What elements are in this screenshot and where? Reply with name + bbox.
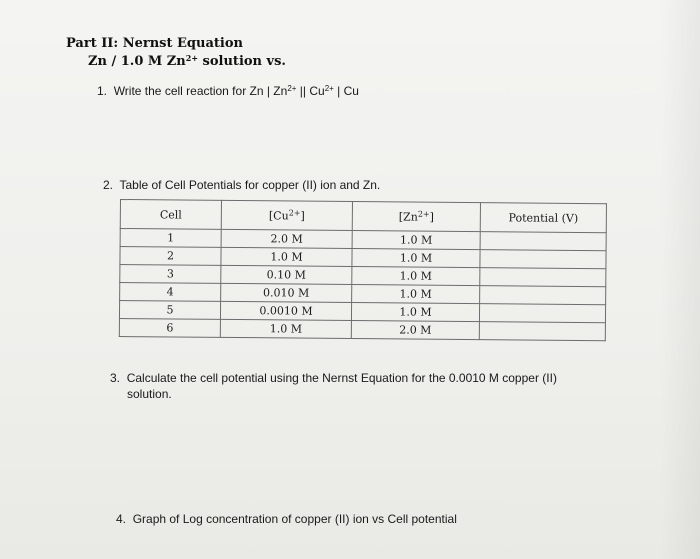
row-5-zn: 1.0 M xyxy=(351,303,479,322)
header-cu-suffix: ] xyxy=(300,209,305,223)
header-zn-sup: 2+ xyxy=(417,209,430,219)
row-4-cell: 4 xyxy=(120,283,221,302)
row-2-cell: 2 xyxy=(120,247,221,266)
row-6-cu: 1.0 M xyxy=(220,319,351,338)
row-3-zn: 1.0 M xyxy=(352,267,480,286)
row-5-potential[interactable] xyxy=(479,304,605,323)
header-cu-prefix: [Cu xyxy=(268,209,289,223)
q4-number: 4. xyxy=(116,512,127,526)
header-cell xyxy=(120,200,221,230)
row-1-potential[interactable] xyxy=(480,232,606,251)
header-cu xyxy=(221,200,352,230)
header-zn-prefix: [Zn xyxy=(398,210,418,224)
row-5-cu: 0.0010 M xyxy=(220,301,351,320)
q3-number: 3. xyxy=(110,371,121,385)
row-1-cell: 1 xyxy=(120,229,221,248)
part-subtitle xyxy=(88,53,286,69)
question-1 xyxy=(97,84,359,98)
table-header-row xyxy=(120,200,606,233)
row-2-zn: 1.0 M xyxy=(352,249,480,268)
part-title-text: Part II: Nernst Equation xyxy=(66,36,243,51)
q1-text-suffix: | Cu xyxy=(333,84,359,98)
q3-line1: Calculate the cell potential using the Nernst Equation for the 0.0010 M copper (II) xyxy=(126,371,557,385)
header-potential xyxy=(480,203,606,233)
q1-sup1: 2+ xyxy=(287,84,297,93)
q2-number: 2. xyxy=(103,178,114,192)
question-2 xyxy=(103,178,380,192)
cell-potential-table xyxy=(119,199,607,341)
question-4 xyxy=(116,512,457,526)
row-6-potential[interactable] xyxy=(479,322,605,341)
row-1-zn: 1.0 M xyxy=(352,231,480,250)
row-5-cell: 5 xyxy=(119,301,220,320)
row-2-cu: 1.0 M xyxy=(221,247,352,266)
table-row xyxy=(119,318,605,340)
subtitle-sup: 2+ xyxy=(185,53,199,63)
header-zn xyxy=(352,202,480,232)
q3-line2: solution. xyxy=(127,387,172,401)
q1-number: 1. xyxy=(97,84,108,98)
row-3-potential[interactable] xyxy=(480,268,606,287)
q4-text: Graph of Log concentration of copper (II) ion vs Cell potential xyxy=(132,512,457,526)
row-6-cell: 6 xyxy=(119,318,220,337)
header-potential-text: Potential (V) xyxy=(508,210,579,225)
row-2-potential[interactable] xyxy=(480,250,606,269)
q1-mid: || Cu xyxy=(296,84,325,98)
header-cell-text: Cell xyxy=(159,207,182,222)
row-6-zn: 2.0 M xyxy=(351,321,479,340)
subtitle-prefix: Zn / 1.0 M Zn xyxy=(88,54,186,69)
q1-text-prefix: Write the cell reaction for Zn | Zn xyxy=(113,84,288,98)
page-edge-shadow xyxy=(660,0,700,559)
header-cu-sup: 2+ xyxy=(288,208,301,218)
header-zn-suffix: ] xyxy=(429,210,434,224)
subtitle-suffix: solution vs. xyxy=(198,54,286,69)
q1-sup2: 2+ xyxy=(324,84,334,93)
row-4-zn: 1.0 M xyxy=(352,285,480,304)
q2-text: Table of Cell Potentials for copper (II) ion and Zn. xyxy=(119,178,381,192)
row-4-cu: 0.010 M xyxy=(221,283,352,302)
row-3-cu: 0.10 M xyxy=(221,265,352,284)
row-1-cu: 2.0 M xyxy=(221,229,352,248)
question-3 xyxy=(110,370,670,402)
row-3-cell: 3 xyxy=(120,265,221,284)
part-title xyxy=(66,36,243,51)
row-4-potential[interactable] xyxy=(480,286,606,305)
